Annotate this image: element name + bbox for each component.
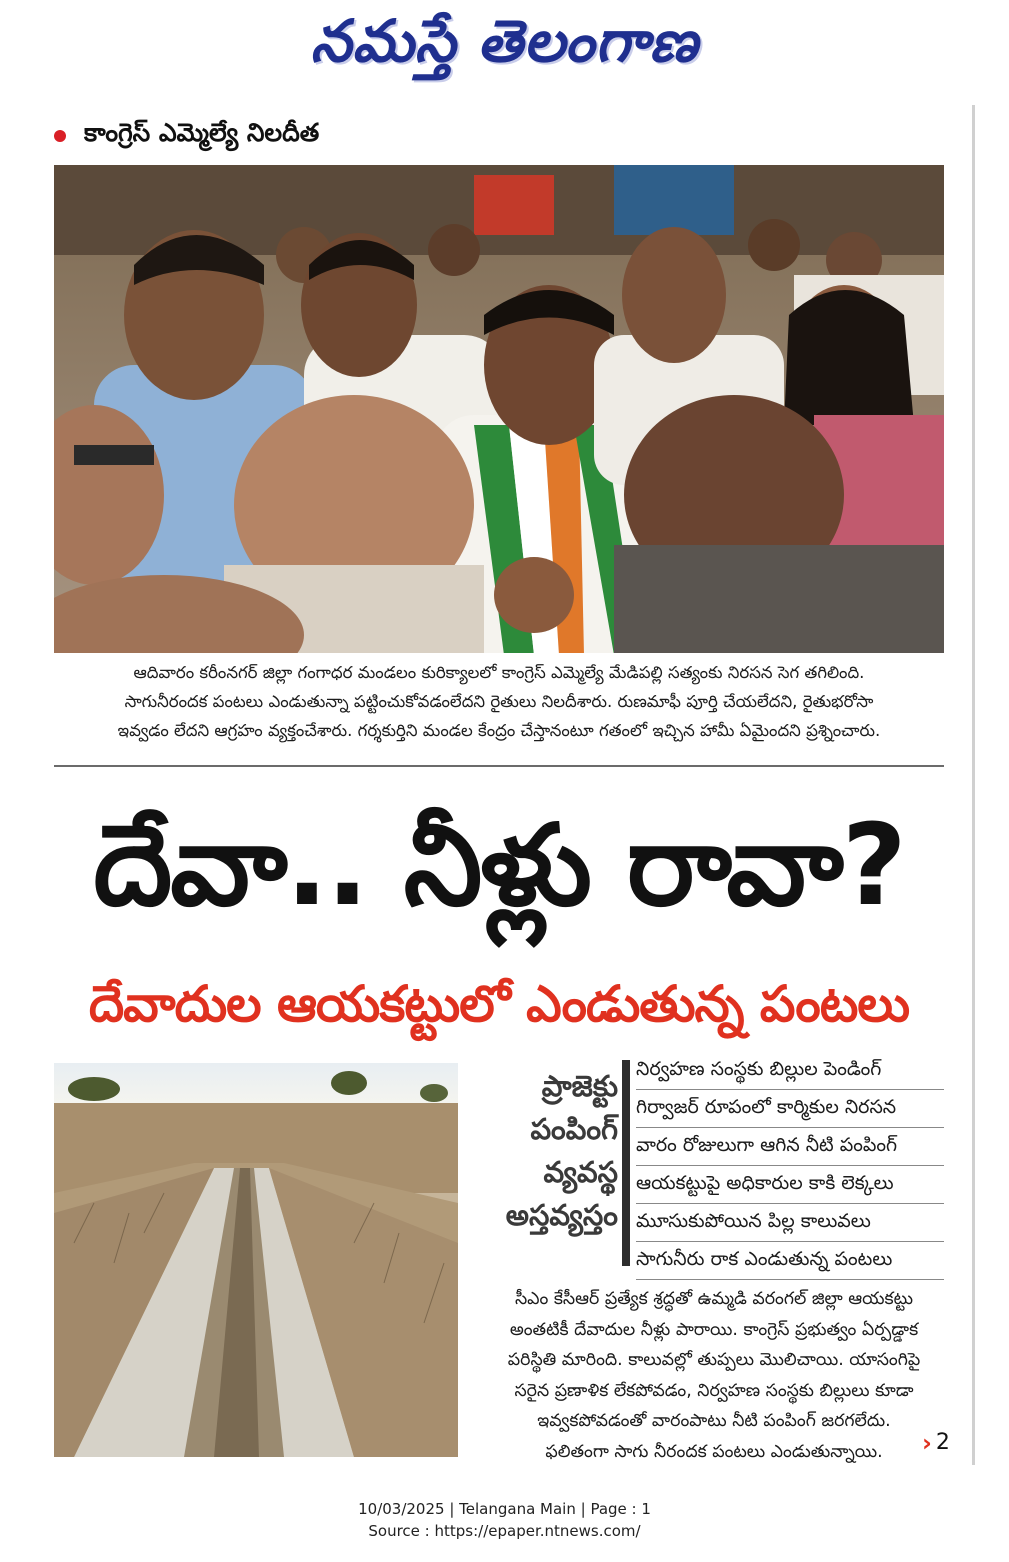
kicker-text: కాంగ్రెస్ ఎమ్మెల్యే నిలదీత [84, 118, 320, 147]
subheadline [54, 970, 944, 1050]
body-line: సరైన ప్రణాళిక లేకపోవడం, నిర్వహణ సంస్థకు బిల్లులు కూడా [514, 1380, 914, 1401]
side-label-line: ప్రాజెక్టు [541, 1069, 618, 1103]
caption-line: ఆదివారం కరీంనగర్ జిల్లా గంగాధర మండలం కురిక్యాలలో కాంగ్రెస్ ఎమ్మెల్యే మేడిపల్లి సత్యంకు నిరసన సెగ తగిలింది. [133, 663, 865, 682]
body-line: ఇవ్వకపోవడంతో వారంపాటు నీటి పంపింగ్ జరగలేదు. [537, 1411, 891, 1431]
chevron-right-icon: › [922, 1428, 932, 1457]
body-line: అంతటికీ దేవాదుల నీళ్లు పారాయి. కాంగ్రెస్ ప్రభుత్వం ఏర్పడ్డాక [509, 1319, 919, 1340]
side-label-line: పంపింగ్ [530, 1112, 618, 1146]
side-bar-divider [622, 1060, 630, 1266]
headline [54, 778, 944, 953]
subheadline-text: దేవాదుల ఆయకట్టులో ఎండుతున్న పంటలు [88, 974, 910, 1033]
bullet-dot-icon [54, 130, 66, 142]
article-body [484, 1284, 944, 1467]
body-line: పరిస్థితి మారింది. కాలువల్లో తుప్పలు మొలిచాయి. యాసంగిపై [507, 1350, 921, 1370]
continue-page-number: 2 [935, 1430, 950, 1455]
highlight-item: సాగునీరు రాక ఎండుతున్న పంటలు [636, 1242, 944, 1280]
column-rule [972, 105, 975, 1465]
body-line: సీఎం కేసీఆర్ ప్రత్యేక శ్రద్ధతో ఉమ్మడి వరంగల్ జిల్లా ఆయకట్టు [514, 1289, 914, 1309]
highlight-item: మూసుకుపోయిన పిల్ల కాలువలు [636, 1204, 944, 1242]
highlight-item: నిర్వహణ సంస్థకు బిల్లుల పెండింగ్ [636, 1052, 944, 1090]
footer-date-edition: 10/03/2025 | Telangana Main | Page : 1 [358, 1500, 651, 1518]
highlight-item: ఆయకట్టుపై అధికారుల కాకి లెక్కలు [636, 1166, 944, 1204]
body-line: ఫలితంగా సాగు నీరందక పంటలు ఎండుతున్నాయి. [545, 1441, 883, 1462]
caption-line: ఇవ్వడం లేదని ఆగ్రహం వ్యక్తంచేశారు. గర్శకుర్తిని మండల కేంద్రం చేస్తానంటూ గతంలో ఇచ్చిన హామీ ఏమైందని ప్రశ్నించారు. [117, 721, 881, 740]
caption-line: సాగునీరందక పంటలు ఎండుతున్నా పట్టించుకోవడంలేదని రైతులు నిలదీశారు. రుణమాఫీ పూర్తి చేయలేదని, రైతుభరోసా [124, 692, 874, 711]
news-photo-dry-canal [54, 1063, 458, 1457]
footer-source: Source : https://epaper.ntnews.com/ [368, 1522, 641, 1540]
news-photo-crowd [54, 165, 944, 653]
side-label-line: వ్యవస్థ [543, 1155, 618, 1189]
kicker [54, 116, 319, 156]
highlight-item: గిర్వాజర్ రూపంలో కార్మికుల నిరసన [636, 1090, 944, 1128]
highlight-item: వారం రోజులుగా ఆగిన నీటి పంపింగ్ [636, 1128, 944, 1166]
continued-on-page[interactable] [922, 1430, 950, 1455]
newspaper-logo: నమస్తే తెలంగాణ [310, 6, 699, 75]
highlights-list [636, 1052, 944, 1280]
divider [54, 765, 944, 767]
page-footer [0, 1498, 1009, 1542]
side-label-line: అస్తవ్యస్తం [505, 1198, 618, 1232]
photo-caption [54, 658, 944, 745]
side-label [468, 1065, 618, 1237]
masthead [0, 0, 1009, 96]
headline-text: దేవా.. నీళ్లు రావా? [93, 800, 905, 931]
